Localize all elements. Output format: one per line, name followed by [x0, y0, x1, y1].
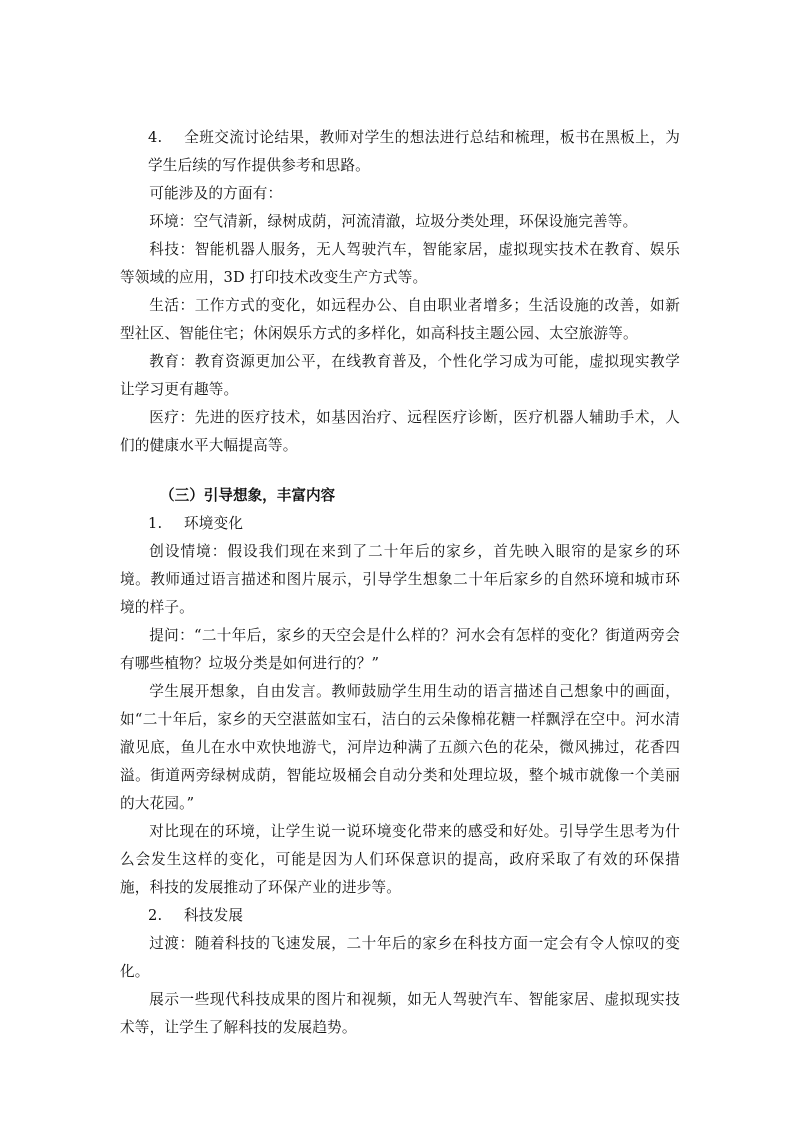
paragraph-scenario: 创设情境：假设我们现在来到了二十年后的家乡，首先映入眼帘的是家乡的环境。教师通过语言描述和图片展示，引导学生想象二十年后家乡的自然环境和城市环境的样子。 — [120, 543, 680, 616]
paragraph-showcase: 展示一些现代科技成果的图片和视频，如无人驾驶汽车、智能家居、虚拟现实技术等，让学生了解科技的发展趋势。 — [120, 991, 680, 1036]
paragraph-question: 提问：“二十年后，家乡的天空会是什么样的？河水会有怎样的变化？街道两旁会有哪些植物？垃圾分类是如何进行的？” — [120, 627, 680, 672]
subsection-2-title — [120, 902, 680, 930]
document-page — [120, 124, 680, 1042]
subsection-1-title — [120, 510, 680, 538]
item-4-text: 全班交流讨论结果，教师对学生的想法进行总结和梳理，板书在黑板上，为学生后续的写作提供参考和思路。 — [148, 129, 680, 174]
section-heading: （三）引导想象，丰富内容 — [160, 487, 336, 504]
subsection-2-label: 科技发展 — [184, 907, 244, 924]
aspects-intro: 可能涉及的方面有： — [149, 185, 283, 202]
subsection-1-number: 1. — [148, 515, 163, 532]
aspect-technology: 科技：智能机器人服务，无人驾驶汽车，智能家居，虚拟现实技术在教育、娱乐等领域的应用，3D 打印技术改变生产方式等。 — [120, 241, 680, 286]
subsection-2-number: 2. — [148, 907, 163, 924]
paragraph-comparison: 对比现在的环境，让学生说一说环境变化带来的感受和好处。引导学生思考为什么会发生这样的变化，可能是因为人们环保意识的提高，政府采取了有效的环保措施，科技的发展推动了环保产业的进步等。 — [120, 823, 680, 896]
aspect-education: 教育：教育资源更加公平，在线教育普及，个性化学习成为可能，虚拟现实教学让学习更有趣等。 — [120, 353, 680, 398]
aspect-medical: 医疗：先进的医疗技术，如基因治疗、远程医疗诊断，医疗机器人辅助手术，人们的健康水平大幅提高等。 — [120, 409, 680, 454]
paragraph-imagination: 学生展开想象，自由发言。教师鼓励学生用生动的语言描述自己想象中的画面，如“二十年后，家乡的天空湛蓝如宝石，洁白的云朵像棉花糖一样飘浮在空中。河水清澈见底，鱼儿在水中欢快地游弋，河岸边种满了五颜六色的花朵，微风拂过，花香四溢。街道两旁绿树成荫，智能垃圾桶会自动分类和处理垃圾，整个城市就像一个美丽的大花园。” — [120, 683, 680, 812]
aspect-life: 生活：工作方式的变化，如远程办公、自由职业者增多；生活设施的改善，如新型社区、智能住宅；休闲娱乐方式的多样化，如高科技主题公园、太空旅游等。 — [120, 297, 680, 342]
aspect-environment: 环境：空气清新，绿树成荫，河流清澈，垃圾分类处理，环保设施完善等。 — [149, 213, 638, 230]
paragraph-transition: 过渡：随着科技的飞速发展，二十年后的家乡在科技方面一定会有令人惊叹的变化。 — [120, 935, 680, 980]
item-4-number: 4. — [148, 129, 163, 146]
item-4-paragraph — [120, 124, 680, 180]
subsection-1-label: 环境变化 — [184, 515, 244, 532]
